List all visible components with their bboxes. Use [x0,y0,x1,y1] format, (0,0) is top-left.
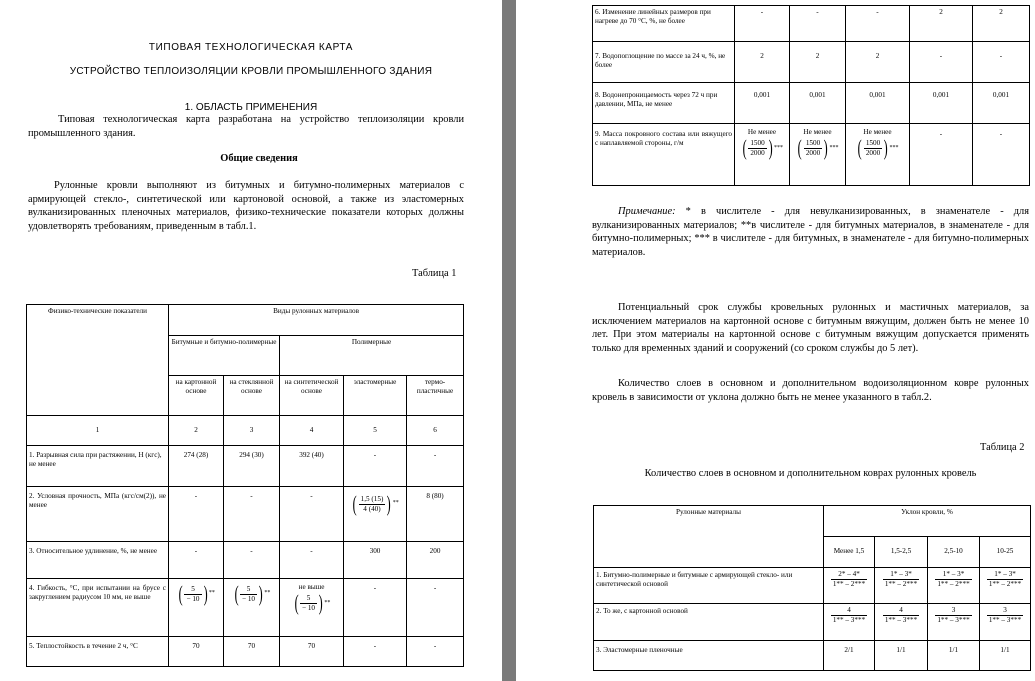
header-glass: на стеклянной основе [224,376,280,416]
fraction-denominator: 1** – 2*** [832,580,866,588]
fraction-denominator: 2000 [865,148,881,157]
row-label: 9. Масса покровного состава или вяжущего с наплавляемой стороны, г/м [593,124,735,186]
slope-column: 10-25 [980,537,1031,568]
table-cell: 200 [407,542,464,579]
row-label: 3. Эластомерные пленочные [594,641,824,671]
header-materials: Рулонные материалы [594,506,824,568]
fraction-cell [980,568,1031,604]
table-cell: - [846,6,910,42]
table-cell: - [344,579,407,637]
fraction-denominator: 1** – 3*** [832,616,866,624]
fraction-denominator: 1** – 3*** [988,616,1022,624]
fraction-denominator: 2000 [750,148,765,157]
fraction-denominator: 1** – 3*** [937,616,970,624]
table-cell: 2 [735,42,790,83]
fraction-numerator: 3 [935,606,971,616]
header-bitumen: Битумные и битумно-полимерные [169,336,280,376]
table-label: Таблица 1 [412,268,457,279]
note-text: * в числителе - для невулканизированных, в знаменателе - для вулканизированных материалов; **в числителе - для битумных материалов, в знаменателе - для битумно-полимерных; *** в числителе - для битумных, в знаменателе - для битумно-полимерных материалов. [592,206,1029,258]
row-label: 7. Водопоглощение по массе за 24 ч, %, не более [593,42,735,83]
fraction-denominator: 1** – 2*** [937,580,970,588]
document-page-1 [0,0,502,681]
footnote-mark: ** [324,599,331,606]
header-synthetic: на синтетической основе [280,376,344,416]
fraction-cell: ( $\frac{5}{- 10}$ ) ** [169,579,224,637]
fraction-numerator: 1,5 (15) [360,494,384,503]
table-cell: 1/1 [928,641,980,671]
table-cell: 2 [910,6,973,42]
table2-label: Таблица 2 [980,442,1025,453]
header-indicator: Физико-технические показатели [27,305,169,416]
fraction-numerator: 3 [987,606,1023,616]
table-cell: 8 (80) [407,487,464,542]
not-less-label: Не менее [803,128,832,136]
table-cell: - [344,637,407,667]
table-cell: 2/1 [824,641,875,671]
fraction-cell [824,568,875,604]
note-label: Примечание: [618,206,676,217]
table-cell: 2 [846,42,910,83]
table-cell: - [224,542,280,579]
table-cell: - [224,487,280,542]
fraction-numerator: 2* – 4* [831,570,867,580]
not-less-label: Не менее [747,128,777,136]
table-cell: 1/1 [875,641,928,671]
table-cell: 2 [973,6,1030,42]
table-cell: 274 (28) [169,446,224,487]
table-cell: - [169,542,224,579]
table-cell: - [407,579,464,637]
table-cell: - [973,42,1030,83]
fraction-numerator: 1500 [865,138,881,147]
table-cell: 0,001 [910,83,973,124]
table-cell: - [973,124,1030,186]
footnote-mark: ** [392,500,399,507]
footnote-mark: *** [889,144,899,151]
slope-column: 2,5-10 [928,537,980,568]
row-label: 1. Разрывная сила при растяжении, Н (кгс), не менее [27,446,169,487]
fraction-numerator: 4 [831,606,867,616]
layers-table [593,505,1031,671]
table-cell: 300 [344,542,407,579]
table2-title: Количество слоев в основном и дополнительном коврах рулонных кровель [644,468,977,479]
row-label: 2. То же, с картонной основой [594,604,824,641]
section-heading: 1. ОБЛАСТЬ ПРИМЕНЕНИЯ [184,102,318,113]
fraction-numerator: 1500 [805,138,821,147]
fraction-cell: ( $\frac{5}{- 10}$ ) ** [224,579,280,637]
fraction-numerator: 1* – 3* [883,570,919,580]
page-gutter [502,0,516,681]
table-cell: 70 [169,637,224,667]
table-cell: - [169,487,224,542]
table-cell: 0,001 [973,83,1030,124]
fraction-cell: Не менее ( $\frac{1500}{2000}$ ) *** [846,124,910,186]
row-label: 5. Теплостойкость в течение 2 ч, °С [27,637,169,667]
service-life-paragraph: Потенциальный срок службы кровельных рулонных и мастичных материалов, за исключением материалов на картонной основе с битумным вяжущим, должен быть не менее 10 лет. При этом материалы на картонной основе с битумным вяжущим допускается применять только для временных зданий и сооружений (со сроком службы до 5 лет). [592,302,1029,354]
fraction-numerator: 5 [184,585,201,595]
slope-column: 1,5-2,5 [875,537,928,568]
fraction-cell [824,604,875,641]
table-cell: 0,001 [735,83,790,124]
header-elastomer: эластомерные [344,376,407,416]
table-cell: - [407,637,464,667]
table-cell: 70 [224,637,280,667]
fraction-cell [875,604,928,641]
column-number: 3 [224,416,280,446]
table-cell: - [910,42,973,83]
fraction-denominator: − 10 [301,603,316,612]
row-label: 6. Изменение линейных размеров при нагреве до 70 °С, %, не более [593,6,735,42]
fraction-numerator: 1* – 3* [935,570,971,580]
document-title-line1: ТИПОВАЯ ТЕХНОЛОГИЧЕСКАЯ КАРТА [148,42,354,53]
row-label: 4. Гибкость, °С, при испытании на брусе с закруглением радиусом 10 мм, не выше [27,579,169,637]
slope-column: Менее 1,5 [824,537,875,568]
fraction-cell: Не менее ( $\frac{1500}{2000}$ ) *** [790,124,846,186]
column-number: 6 [407,416,464,446]
table-cell: - [344,446,407,487]
row-label: 3. Относительное удлинение, %, не менее [27,542,169,579]
fraction-numerator: 5 [240,585,257,595]
table-cell: 392 (40) [280,446,344,487]
table-cell: 70 [280,637,344,667]
fraction-numerator: 4 [883,606,919,616]
header-types: Виды рулонных материалов [169,305,464,336]
fraction-denominator: 2000 [805,148,821,157]
fraction-cell: ( $\frac{1,5 (15)}{4 (40)}$ ) ** [344,487,407,542]
header-cardboard: на картонной основе [169,376,224,416]
header-polymer: Полимерные [280,336,464,376]
document-page-2 [516,0,1035,681]
table-cell: 0,001 [790,83,846,124]
table-cell: - [407,446,464,487]
table-cell: - [910,124,973,186]
row-label: 8. Водонепроницаемость через 72 ч при давлении, МПа, не менее [593,83,735,124]
table-cell: 0,001 [846,83,910,124]
fraction-denominator: − 10 [241,594,256,603]
general-heading: Общие сведения [220,153,298,164]
general-paragraph: Рулонные кровли выполняют из битумных и битумно-полимерных материалов с армирующей стекло-, синтетической или картоновой основой, а также из эластомерных вулканизированных пленочных материалов, физико-технические показатели которых должны удовлетворять требованиям, приведенным в табл.1. [28,180,464,232]
note-paragraph [592,205,1029,259]
fraction-cell [928,604,980,641]
not-above-label: не выше [298,583,325,591]
fraction-numerator: 1500 [750,138,765,147]
fraction-numerator: 5 [300,594,317,604]
fraction-cell: не выше ( $\frac{5}{- 10}$ ) ** [280,579,344,637]
footnote-mark: *** [774,144,784,151]
not-less-label: Не менее [863,128,892,136]
header-thermo: термо-пластичные [407,376,464,416]
fraction-denominator: 4 (40) [363,504,381,513]
row-label: 1. Битумно-полимерные и битумные с армирующей стекло- или синтетической основой [594,568,824,604]
fraction-denominator: 1** – 2*** [884,580,918,588]
column-number: 2 [169,416,224,446]
footnote-mark: *** [829,144,839,151]
table-cell: 1/1 [980,641,1031,671]
fraction-denominator: 1** – 3*** [884,616,918,624]
fraction-denominator: 1** – 2*** [988,580,1022,588]
fraction-cell [875,568,928,604]
document-title-line2: УСТРОЙСТВО ТЕПЛОИЗОЛЯЦИИ КРОВЛИ ПРОМЫШЛЕННОГО ЗДАНИЯ [69,66,433,77]
fraction-denominator: − 10 [186,594,200,603]
table-cell: - [280,487,344,542]
table-cell: - [735,6,790,42]
footnote-mark: ** [264,590,271,597]
fraction-cell [928,568,980,604]
footnote-mark: ** [208,590,215,597]
header-slope: Уклон кровли, % [824,506,1031,537]
intro-paragraph: Типовая технологическая карта разработана на устройство теплоизоляции кровли промышленного здания. [28,114,464,139]
fraction-cell [980,604,1031,641]
row-label: 2. Условная прочность, МПа (кгс/см(2)), не менее [27,487,169,542]
table-cell: 294 (30) [224,446,280,487]
table-cell: - [280,542,344,579]
fraction-numerator: 1* – 3* [987,570,1023,580]
table-cell: - [790,6,846,42]
properties-table-continued [592,5,1030,186]
properties-table [26,304,464,667]
fraction-cell: Не менее ( $\frac{1500}{2000}$ ) *** [735,124,790,186]
layers-paragraph: Количество слоев в основном и дополнительном водоизоляционном ковре рулонных кровель в зависимости от уклона должно быть не менее указанного в табл.2. [592,378,1029,403]
column-number: 1 [27,416,169,446]
table-cell: 2 [790,42,846,83]
column-number: 4 [280,416,344,446]
column-number: 5 [344,416,407,446]
